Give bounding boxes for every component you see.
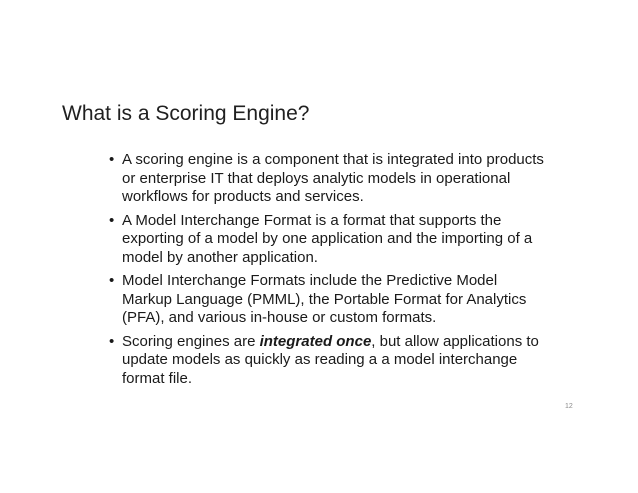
slide-title: What is a Scoring Engine?: [62, 102, 310, 125]
bullet-text: Model Interchange Formats include the Predictive Model Markup Language (PMML), the Portable Format for Analytics (PFA), and various in-house or custom formats.: [122, 272, 527, 326]
bullet-text-prefix: Scoring engines are: [122, 332, 260, 350]
bullet-item: [106, 212, 546, 268]
page-number: 12: [565, 403, 573, 410]
bullet-marker: •: [109, 151, 115, 168]
bullet-list: [106, 151, 546, 393]
bullet-item: [106, 151, 546, 207]
bullet-text: A scoring engine is a component that is integrated into products or enterprise IT that deploys analytic models in operational workflows for products and services.: [122, 151, 544, 205]
bullet-marker: •: [109, 272, 115, 289]
bullet-text-suffix: , but allow applications to update models as quickly as reading a a model interchange format file.: [122, 332, 539, 387]
bullet-text: A Model Interchange Format is a format that supports the exporting of a model by one application and the importing of a model by another application.: [122, 211, 533, 266]
bullet-marker: •: [109, 332, 115, 350]
bullet-marker: •: [109, 211, 115, 229]
bullet-text-emphasis: integrated once: [259, 332, 372, 350]
bullet-item: [106, 272, 546, 328]
bullet-item: [106, 333, 546, 389]
